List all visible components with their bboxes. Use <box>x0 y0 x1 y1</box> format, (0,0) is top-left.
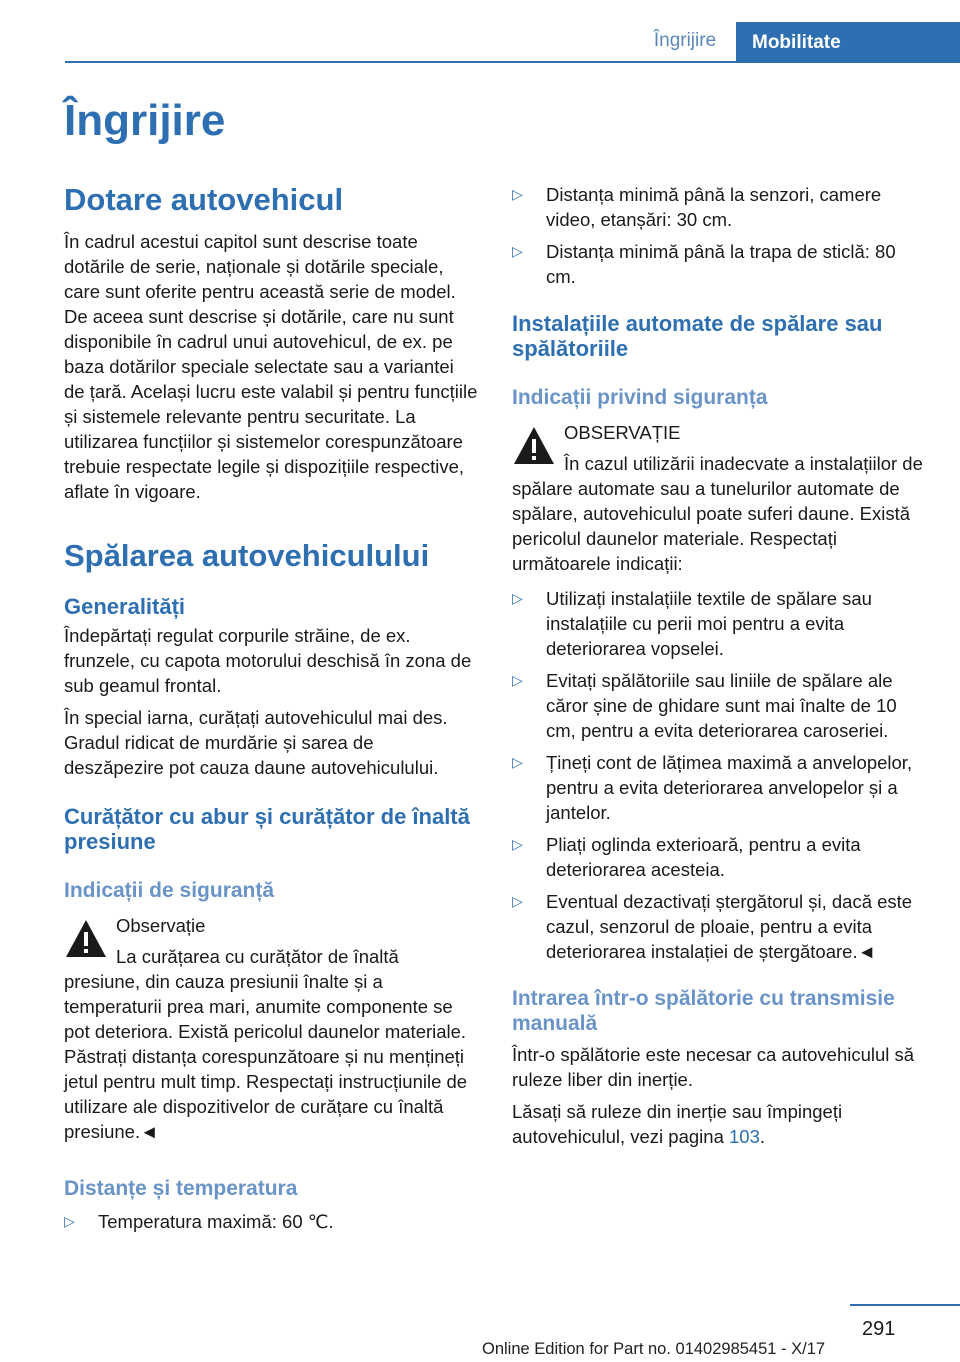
paragraph-intrarea-1: Într-o spălătorie este necesar ca autovehiculul să ruleze liber din inerție. <box>512 1044 915 1090</box>
bullet-triangle-icon: ▷ <box>512 243 523 259</box>
list-item: ▷ Utilizați instalațiile textile de spălare sau instalațiile cu perii moi pentru a evita deteriorarea vopselei. <box>512 588 872 659</box>
warning-icon <box>512 424 556 468</box>
heading-spalarea: Spălarea autovehiculului <box>64 538 430 573</box>
paragraph-generalitati-2: În special iarna, curățați autovehiculul mai des. Gradul ridicat de murdărie și sarea de deszăpezire pot cauza daune autovehiculului. <box>64 707 448 778</box>
page-title: Îngrijire <box>64 96 226 145</box>
warning-text: La curățarea cu curățător de înaltă presiune, din cauza presiunii înalte și a temperaturii prea mari, anumite componente se pot deteriora. Există pericolul daunelor materiale. Păstrați distanța corespunzătoare și nu mențineți jetul pentru mult timp. Respectați instrucțiunile de utilizare ale dispozitivelor de curățare cu înaltă presiune.◄ <box>64 946 468 1142</box>
running-header <box>0 0 960 62</box>
list-item: ▷ Eventual dezactivați ștergătorul și, dacă este cazul, senzorul de ploaie, pentru a evita deteriorarea instalației de ștergătoare.◄ <box>512 891 913 962</box>
heading-intrarea: Intrarea într-o spălătorie cu transmisie manuală <box>512 987 895 1035</box>
warning-box <box>64 913 478 1144</box>
header-rule <box>65 61 960 63</box>
heading-indicatii-privind-siguranta: Indicații privind siguranța <box>512 386 768 409</box>
heading-curatator: Curățător cu abur și curățător de înaltă presiune <box>64 804 470 854</box>
warning-title: Observație <box>116 915 206 936</box>
edition-footer: Online Edition for Part no. 01402985451 - X/17 <box>482 1340 826 1358</box>
paragraph-dotare: În cadrul acestui capitol sunt descrise toate dotările de serie, naționale și dotările speciale, care sunt oferite pentru această serie de model. De aceea sunt descrise și dotările, care nu sunt disponibile în cadrul unui autovehicul, de ex. pe baza dotărilor speciale selectate sau a variantei de țară. Același lucru este valabil și pentru funcțiile și sistemele relevante pentru securitate. La utilizarea funcțiilor și sistemelor corespunzătoare trebuie respectate legile și dispozițiile respective, aflate în vigoare. <box>64 231 478 502</box>
bullet-triangle-icon: ▷ <box>512 893 523 909</box>
distante-list-continued <box>512 182 926 289</box>
distante-list <box>64 1209 478 1234</box>
left-column <box>64 180 478 1234</box>
footer-rule <box>850 1304 960 1306</box>
page-number: 291 <box>862 1318 896 1340</box>
list-item: ▷ Pliați oglinda exterioară, pentru a evita deteriorarea acesteia. <box>512 834 861 880</box>
bullet-triangle-icon: ▷ <box>512 836 523 852</box>
list-item: ▷ Temperatura maximă: 60 ℃. <box>64 1211 334 1232</box>
page-link[interactable]: 103 <box>729 1126 760 1147</box>
heading-instalatii: Instalațiile automate de spălare sau spălătoriile <box>512 311 883 361</box>
section-tab[interactable]: Îngrijire <box>653 30 717 51</box>
bullet-triangle-icon: ▷ <box>512 590 523 606</box>
heading-distante: Distanțe și temperatura <box>64 1177 298 1200</box>
list-item: ▷ Evitați spălătoriile sau liniile de spălare ale căror șine de ghidare sunt mai înalte de 10 cm, pentru a evita deteriorarea caroseriei. <box>512 670 897 741</box>
bullet-triangle-icon: ▷ <box>64 1213 75 1229</box>
chapter-tab[interactable]: Mobilitate <box>736 22 960 62</box>
warning-box <box>512 420 926 576</box>
indicatii-list <box>512 586 926 964</box>
paragraph-generalitati-1: Îndepărtați regulat corpurile străine, de ex. frunzele, cu capota motorului deschisă în zona de sub geamul frontal. <box>64 625 472 696</box>
bullet-triangle-icon: ▷ <box>512 672 523 688</box>
bullet-triangle-icon: ▷ <box>512 754 523 770</box>
warning-title: OBSERVAȚIE <box>564 422 681 443</box>
bullet-triangle-icon: ▷ <box>512 186 523 202</box>
right-column <box>512 182 926 1149</box>
paragraph-intrarea-2: Lăsați să ruleze din inerție sau împingeți autovehiculul, vezi pagina 103. <box>512 1101 843 1147</box>
warning-text: În cazul utilizării inadecvate a instalațiilor de spălare automate sau a tunelurilor automate de spălare, autovehiculul poate suferi daune. Există pericolul daunelor materiale. Respectați următoarele indicații: <box>512 453 923 574</box>
heading-generalitati: Generalități <box>64 594 186 619</box>
list-item: ▷ Distanța minimă până la senzori, camere video, etanșări: 30 cm. <box>512 184 882 230</box>
warning-icon <box>64 917 108 961</box>
heading-dotare: Dotare autovehicul <box>64 182 344 217</box>
heading-indicatii-siguranta: Indicații de siguranță <box>64 879 275 902</box>
list-item: ▷ Țineți cont de lățimea maximă a anvelopelor, pentru a evita deteriorarea anvelopelor și a jantelor. <box>512 752 913 823</box>
list-item: ▷ Distanța minimă până la trapa de sticlă: 80 cm. <box>512 241 896 287</box>
